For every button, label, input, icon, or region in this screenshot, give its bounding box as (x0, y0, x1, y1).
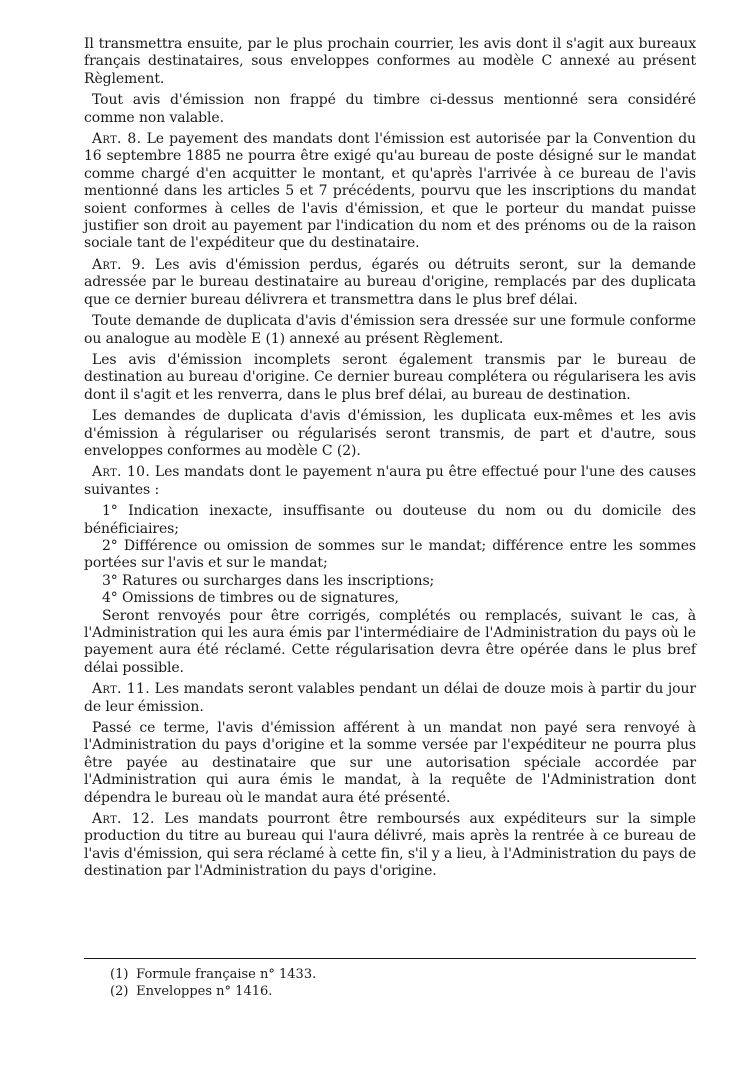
paragraph-validity-expiry: Passé ce terme, l'avis d'émission afférent à un mandat non payé sera renvoyé à l'Administration du pays d'origine et la somme versée par l'expéditeur ne pourra plus être payée au destinataire que sur une autorisation spéciale accordée par l'Administration qui aura émis le mandat, à la requête de l'Administration dont dépendra le bureau où le mandat aura été présenté. (84, 720, 696, 806)
footnote-1-mark: (1) (110, 967, 129, 982)
article-11: Art. 11. Les mandats seront valables pendant un délai de douze mois à partir du jour de leur émission. (84, 681, 696, 715)
footnote-2 (110, 983, 316, 1000)
article-12: Art. 12. Les mandats pourront être remboursés aux expéditeurs sur la simple production du titre au bureau qui l'aura délivré, mais après la rentrée à ce bureau de l'avis d'émission, qui sera réclamé à cette fin, s'il y a lieu, à l'Administration du pays de destination par l'Administration du pays d'origine. (84, 811, 697, 880)
paragraph-incomplete-notices: Les avis d'émission incomplets seront également transmis par le bureau de destination au bureau d'origine. Ce dernier bureau complétera ou régularisera les avis dont il s'agit et les renverra, dans le plus bref délai, au bureau de destination. (84, 351, 696, 403)
article-12-label: Art. 12. (92, 811, 155, 828)
list-item-2: 2° Différence ou omission de sommes sur le mandat; différence entre les sommes portées sur l'avis et sur le mandat; (84, 537, 696, 572)
paragraph-duplicata-transmission: Les demandes de duplicata d'avis d'émission, les duplicata eux-mêmes et les avis d'émission à régulariser ou régularisés seront transmis, de part et d'autre, sous enveloppes conformes au modèle C (2). (84, 408, 696, 459)
article-9: Art. 9. Les avis d'émission perdus, égarés ou détruits seront, sur la demande adressée par le bureau destinataire au bureau d'origine, remplacés par des duplicata que ce dernier bureau délivrera et transmettra dans le plus bref délai. (84, 256, 696, 308)
paragraph-2: Tout avis d'émission non frappé du timbre ci-dessus mentionné sera considéré comme non valable. (84, 92, 696, 126)
footnote-2-text: Enveloppes n° 1416. (136, 984, 273, 999)
footnotes (110, 966, 316, 1000)
footnote-2-mark: (2) (110, 984, 129, 999)
article-10-label: Art. 10. (92, 464, 151, 481)
list-item-4: 4° Omissions de timbres ou de signatures, (102, 590, 399, 607)
footnote-1 (110, 966, 316, 983)
list-item-1: 1° Indication inexacte, insuffisante ou douteuse du nom ou du domicile des bénéficiaires; (84, 503, 696, 537)
article-10: Art. 10. Les mandats dont le payement n'aura pu être effectué pour l'une des causes suivantes : (84, 464, 696, 498)
footnote-1-text: Formule française n° 1433. (136, 967, 317, 982)
list-item-3: 3° Ratures ou surcharges dans les inscriptions; (102, 572, 435, 589)
article-9-label: Art. 9. (92, 256, 146, 273)
article-8-label: Art. 8. (92, 131, 142, 148)
paragraph-duplicata-request: Toute demande de duplicata d'avis d'émission sera dressée sur une formule conforme ou analogue au modèle E (1) annexé au présent Règlement. (84, 313, 696, 347)
article-8: Art. 8. Le payement des mandats dont l'émission est autorisée par la Convention du 16 septembre 1885 ne pourra être exigé qu'au bureau de poste désigné sur le mandat comme chargé d'en acquitter le montant, et qu'après l'arrivée à ce bureau de l'avis mentionné dans les articles 5 et 7 précédents, pourvu que les inscriptions du mandat soient conformes à celles de l'avis d'émission, et que le porteur du mandat puisse justifier son droit au payement par l'indication du nom et des prénoms ou de la raison sociale tant de l'expéditeur que du destinataire. (84, 131, 696, 252)
article-11-label: Art. 11. (92, 681, 150, 698)
article-10-conclusion: Seront renvoyés pour être corrigés, complétés ou remplacés, suivant le cas, à l'Administration qui les aura émis par l'intermédiaire de l'Administration du pays où le payement aura été réclamé. Cette régularisation devra être opérée dans le plus bref délai possible. (84, 607, 696, 676)
paragraph-1: Il transmettra ensuite, par le plus prochain courrier, les avis dont il s'agit aux bureaux français destinataires, sous enveloppes conformes au modèle C annexé au présent Règlement. (84, 36, 696, 87)
footnote-divider (84, 958, 696, 959)
document-body (84, 36, 696, 885)
